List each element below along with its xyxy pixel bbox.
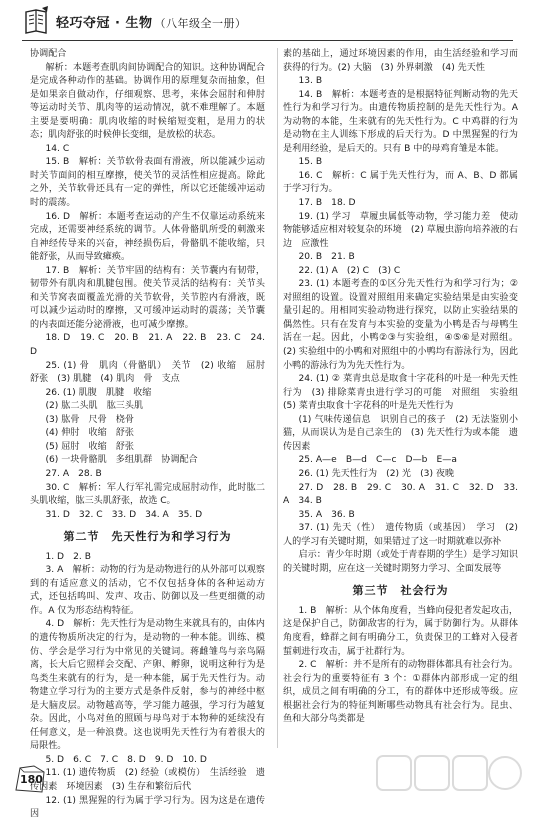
- book-title: 轻巧夺冠 · 生物: [56, 16, 153, 31]
- book-logo-icon: [22, 6, 50, 36]
- answer-paragraph: 12. (1) 黑猩猩的行为属于学习行为。因为这是在遗传因: [30, 795, 265, 820]
- answer-paragraph: 1. D 2. B: [45, 551, 91, 562]
- answer-paragraph: 解析：本题考查肌肉间协调配合的知识。这种协调配合是完成各种动作的基础。协调作用的原理复杂而抽象，但是如果亲自做动作，仔细观察、思考，来体会屈肘和伸肘等运动时关节、肌肉等的运动情况，就不难理解了。本题主要是要明确：肌肉收缩的时候缩短变粗，是用力的状态；肌肉舒张的时候伸长变细，是放松的状态。: [30, 62, 265, 141]
- answer-paragraph: 启示：青少年时期（或处于青春期的学生）是学习知识的关键时期，应在这一关键时期努力学习、全面发展等: [283, 550, 518, 574]
- answer-paragraph: 26. (1) 先天性行为 (2) 光 (3) 夜晚: [298, 468, 455, 479]
- answer-paragraph: (6) 一块骨骼肌 多组肌群 协调配合: [45, 455, 198, 466]
- answer-paragraph: 14. C: [45, 143, 70, 154]
- answer-paragraph: 1. B 解析：从个体角度看，当蜂向侵犯者发起攻击，这是保护自己，防御敌害的行为，属于防御行为。从群体角度看，蜂群之间有明确分工，负责保卫的工蜂对入侵者蜇刺进行攻击，属于社群行为。: [283, 605, 518, 657]
- header-title: [56, 12, 247, 31]
- answer-paragraph: 11. (1) 遗传物质 (2) 经验（或模仿） 生活经验 遗传因素 环境因素 (3) 生存和繁衍后代: [30, 768, 265, 792]
- section-heading: 第三节 社会行为: [352, 584, 449, 598]
- page-number: 180: [20, 773, 43, 786]
- answer-paragraph: 37. (1) 先天（性） 遗传物质（或基因） 学习 (2) 人的学习有关键时期，如果错过了这一时期就难以弥补: [283, 523, 518, 547]
- right-column: [283, 48, 528, 748]
- answer-paragraph: 27. A 28. B: [45, 468, 102, 479]
- answer-paragraph: 24. (1) ② 菜青虫总是取食十字花科的叶是一种先天性行为 (3) 排除菜青虫进行学习的可能 对照组 实验组 (5) 菜青虫取食十字花科的叶是先天性行为: [283, 374, 528, 412]
- answer-paragraph: 27. D 28. B 29. C 30. A 31. C 32. D 33. A 34. B: [283, 482, 518, 507]
- watermark-stamp-icon: [375, 752, 525, 794]
- answer-paragraph: (2) 肱二头肌 肱三头肌: [45, 401, 144, 412]
- page-header: [0, 0, 535, 44]
- answer-paragraph: 2. C 解析：并不是所有的动物群体都具有社会行为。社会行为的重要特征有 3 个：①群体内部形成一定的组织，成员之间有明确的分工，有的群体中还形成等级。应根据社会行为的特征判断哪些动物具有社会行为。昆虫、鱼和大部分鸟类都是: [283, 660, 518, 725]
- answer-paragraph: 25. A—e B—d C—c D—b E—a: [298, 455, 457, 466]
- section-heading: 第二节 先天性行为和学习行为: [63, 530, 232, 544]
- answer-paragraph: 20. B 21. B: [298, 252, 355, 263]
- answer-paragraph: 25. (1) 骨 肌肉（骨骼肌） 关节 (2) 收缩 屈肘 舒张 (3) 肌腱 (4) 肌肉 骨 支点: [30, 360, 275, 385]
- answer-paragraph: 26. (1) 肌腹 肌腱 收缩: [45, 387, 152, 398]
- answer-paragraph: (4) 伸肘 收缩 舒张: [45, 428, 134, 439]
- answer-paragraph: 协调配合: [30, 49, 67, 59]
- answer-paragraph: 22. (1) A (2) C (3) C: [298, 265, 401, 276]
- answer-paragraph: 15. B 解析：关节软骨表面有滑液，所以能减少运动时关节面间的相互摩擦，使关节的灵活性相应提高。除此之外，关节软骨还具有一定的弹性，所以它还能缓冲运动时的震荡。: [30, 157, 265, 209]
- answer-paragraph: 16. C 解析：C 属于先天性行为，而 A、B、D 都属于学习行为。: [283, 170, 518, 195]
- answer-paragraph: 5. D 6. C 7. C 8. D 9. D 10. D: [45, 754, 207, 765]
- answer-paragraph: 30. C 解析：军人行军礼需完成屈肘动作，此时肱二头肌收缩，肱三头肌舒张，故选 C。: [30, 482, 265, 507]
- book-subtitle: （八年级全一册）: [154, 17, 247, 30]
- header-rule: [22, 40, 513, 41]
- answer-paragraph: 35. A 36. B: [298, 509, 355, 520]
- page-number-badge: [14, 764, 48, 794]
- answer-paragraph: 13. B: [298, 76, 323, 87]
- answer-paragraph: 17. B 18. D: [298, 198, 356, 209]
- answer-paragraph: 4. D 解析：先天性行为是动物生来就具有的，由体内的遗传物质所决定的行为，是动物的一种本能。训练、模仿、学会是学习行为中常见的关键词。蒋雌雏鸟与亲鸟隔离，长大后它照样会交配、产卵、孵卵，说明这种行为是鸟类生来就有的行为，是一种本能，属于先天性行为。动物建立学习行为的主要方式是条件反射，参与的神经中枢是大脑皮层。动物越高等，学习能力越强，学习行为越复杂。因此，小鸟对鱼的照顾与母鸟对于本物种的延续没有任何意义，是一种浪费。这也说明先天性行为有着很大的局限性。: [30, 619, 265, 752]
- answer-paragraph: (5) 屈肘 收缩 舒张: [45, 441, 134, 452]
- answer-paragraph: 18. D 19. C 20. B 21. A 22. B 23. C 24. D: [30, 333, 265, 358]
- answer-paragraph: 31. D 32. C 33. D 34. A 35. D: [45, 509, 203, 520]
- answer-paragraph: 19. (1) 学习 草履虫属低等动物，学习能力差 使动物能够适应相对较复杂的环境 (2) 草履虫游向培养液的右边 应激性: [283, 211, 518, 249]
- answer-paragraph: 23. (1) 本题考查的①区分先天性行为和学习行为；②对照组的设置。设置对照组用来确定实验结果是由实验变量引起的。用相同实验动物进行探究，以防止实验结果的偶然性。只有在发育与本实验的变量为小鸭是否与母鸭生活在一起。因此，小鸭②③与实验组，④⑤⑥是对照组。(2) 实验组中的小鸭和对照组中的小鸭均有游泳行为，因此小鸭的游泳行为为先天性行为。: [283, 279, 518, 371]
- answer-paragraph: 素的基础上，通过环境因素的作用，由生活经验和学习而获得的行为。(2) 大脑 (3) 外界刺激 (4) 先天性: [283, 49, 518, 73]
- answer-paragraph: 3. A 解析：动物的行为是动物进行的从外部可以观察到的有适应意义的活动，它不仅包括身体的各种运动方式，还包括鸣叫、发声、攻击、防御以及一些更细微的动作。A 仅为形态结构特征。: [30, 565, 265, 616]
- answer-paragraph: (1) 气味传递信息 识别自己的孩子 (2) 无法鉴别小猫，从而误认为是自己亲生的 (3) 先天性行为或本能 遗传因素: [283, 414, 518, 452]
- answer-paragraph: (3) 肱骨 尺骨 桡骨: [45, 414, 134, 425]
- answer-paragraph: 14. B 解析：本题考查的是根据特征判断动物的先天性行为和学习行为。由遗传物质控制的是先天性行为。A 为动物的本能，生来就有的先天性行为。C 中鸡群的行为是动物在主人训练下形成的后天行为。D 中黑猩猩的行为是利用经验，是后天的。只有 B 中的母鸡育雏是本能。: [283, 89, 518, 154]
- answer-paragraph: 17. B 解析：关节牢固的结构有：关节囊内有韧带，韧带外有肌肉和肌腱包围。使关节灵活的结构有：关节头和关节窝表面覆盖光滑的关节软骨，关节腔内有滑液，既可以减少运动时的摩擦，又可缓冲运动时的震荡；关节囊的内表面还能分泌滑液，也可减少摩擦。: [30, 265, 265, 330]
- answer-paragraph: 15. B: [298, 157, 323, 168]
- answer-paragraph: 16. D 解析：本题考查运动的产生不仅靠运动系统来完成，还需要神经系统的调节。人体骨骼肌所受的刺激来自神经传导来的兴奋，神经损伤后，骨骼肌不能收缩，只能舒张，从而导致瘫痪。: [30, 211, 265, 263]
- column-divider: [277, 48, 278, 748]
